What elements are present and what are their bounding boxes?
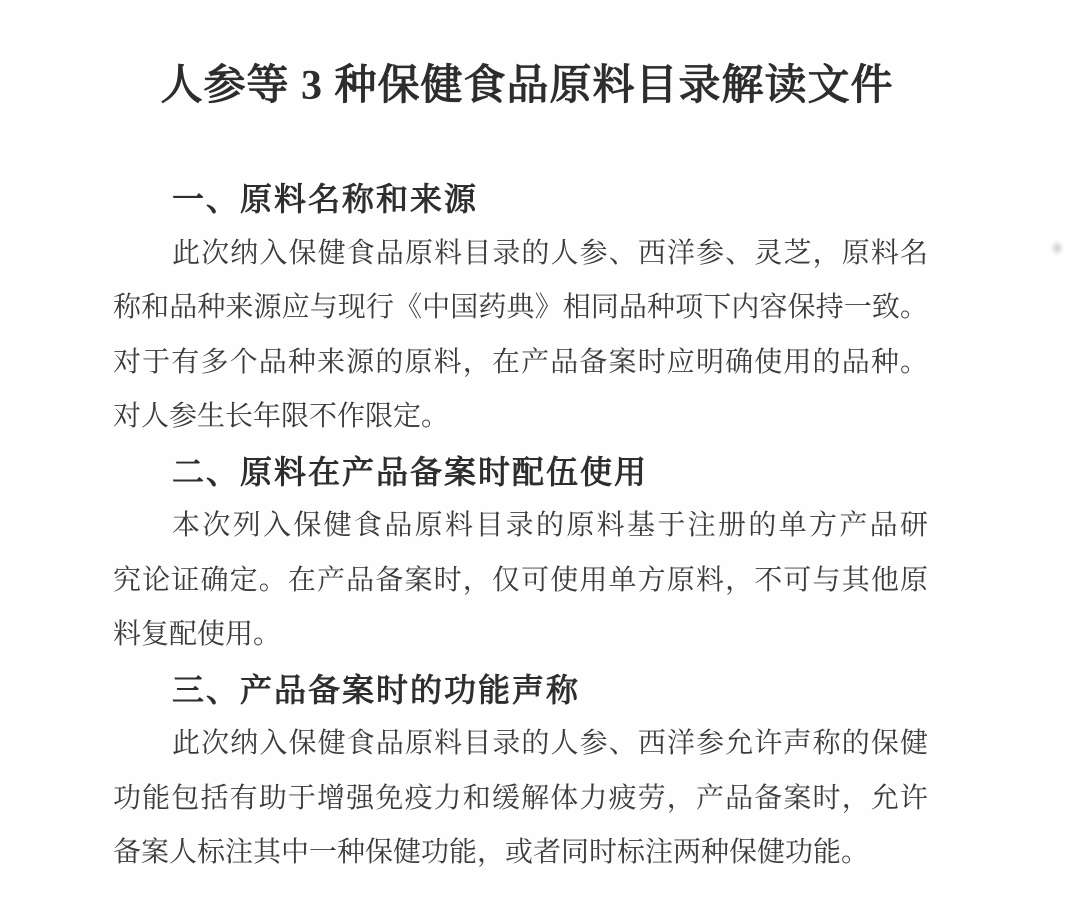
section-heading: 二、原料在产品备案时配伍使用 (172, 453, 649, 490)
text-line: 此次纳入保健食品原料目录的人参、西洋参、灵芝，原料名 (172, 237, 928, 269)
text-line: 称和品种来源应与现行《中国药典》相同品种项下内容保持一致。 (113, 292, 928, 323)
section-heading: 三、产品备案时的功能声称 (172, 671, 581, 708)
text-line: 功能包括有助于增强免疫力和缓解体力疲劳，产品备案时，允许 (113, 782, 928, 814)
text-line: 对于有多个品种来源的原料，在产品备案时应明确使用的品种。 (113, 346, 928, 378)
text-line: 备案人标注其中一种保健功能，或者同时标注两种保健功能。 (113, 837, 870, 868)
scan-smudge (1050, 240, 1064, 256)
text-line: 本次列入保健食品原料目录的原料基于注册的单方产品研 (172, 510, 928, 541)
text-line: 对人参生长年限不作限定。 (113, 401, 450, 432)
document-title: 人参等 3 种保健食品原料目录解读文件 (160, 63, 894, 109)
section-heading: 一、原料名称和来源 (172, 181, 479, 217)
text-line: 料复配使用。 (113, 619, 282, 650)
text-line: 究论证确定。在产品备案时，仅可使用单方原料，不可与其他原 (113, 564, 928, 596)
text-line: 此次纳入保健食品原料目录的人参、西洋参允许声称的保健 (172, 728, 928, 759)
document-body (113, 172, 928, 881)
